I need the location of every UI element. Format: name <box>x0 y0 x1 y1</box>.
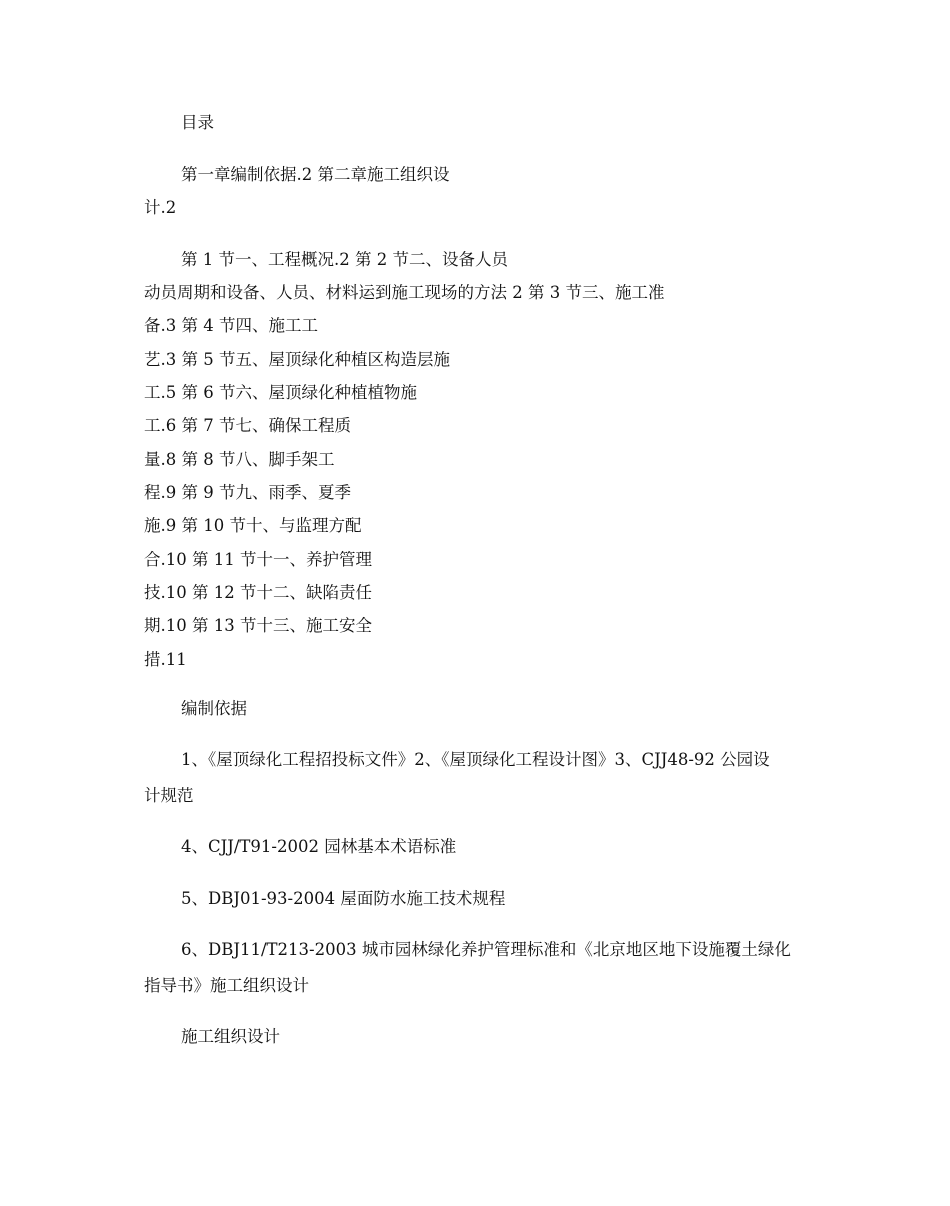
basis-line: 指导书》施工组织设计 <box>144 976 309 995</box>
toc-line: 备.3 第 4 节四、施工工 <box>144 316 318 335</box>
basis-line: 5、DBJ01-93-2004 屋面防水施工技术规程 <box>181 889 506 908</box>
toc-line: 技.10 第 12 节十二、缺陷责任 <box>144 583 372 602</box>
basis-line: 1、《屋顶绿化工程招投标文件》2、《屋顶绿化工程设计图》3、CJJ48-92 公园设 <box>181 750 770 769</box>
final-heading: 施工组织设计 <box>181 1027 280 1046</box>
basis-line: 计规范 <box>144 786 194 805</box>
toc-line: 程.9 第 9 节九、雨季、夏季 <box>144 483 351 502</box>
toc-line: 动员周期和设备、人员、材料运到施工现场的方法 2 第 3 节三、施工准 <box>144 283 665 302</box>
toc-heading: 目录 <box>181 113 214 132</box>
toc-line: 措.11 <box>144 650 187 669</box>
toc-line: 工.5 第 6 节六、屋顶绿化种植植物施 <box>144 383 417 402</box>
toc-line: 计.2 <box>144 198 177 217</box>
section-heading: 编制依据 <box>181 699 247 718</box>
toc-line: 第 1 节一、工程概况.2 第 2 节二、设备人员 <box>181 250 508 269</box>
toc-line: 期.10 第 13 节十三、施工安全 <box>144 616 372 635</box>
basis-line: 6、DBJ11/T213-2003 城市园林绿化养护管理标准和《北京地区地下设施覆土绿化 <box>181 940 791 959</box>
toc-line: 施.9 第 10 节十、与监理方配 <box>144 516 362 535</box>
basis-line: 4、CJJ/T91-2002 园林基本术语标准 <box>181 837 457 856</box>
toc-line: 合.10 第 11 节十一、养护管理 <box>144 550 372 569</box>
toc-line: 艺.3 第 5 节五、屋顶绿化种植区构造层施 <box>144 350 450 369</box>
toc-line: 量.8 第 8 节八、脚手架工 <box>144 450 335 469</box>
toc-line: 第一章编制依据.2 第二章施工组织设 <box>181 165 450 184</box>
toc-line: 工.6 第 7 节七、确保工程质 <box>144 416 351 435</box>
